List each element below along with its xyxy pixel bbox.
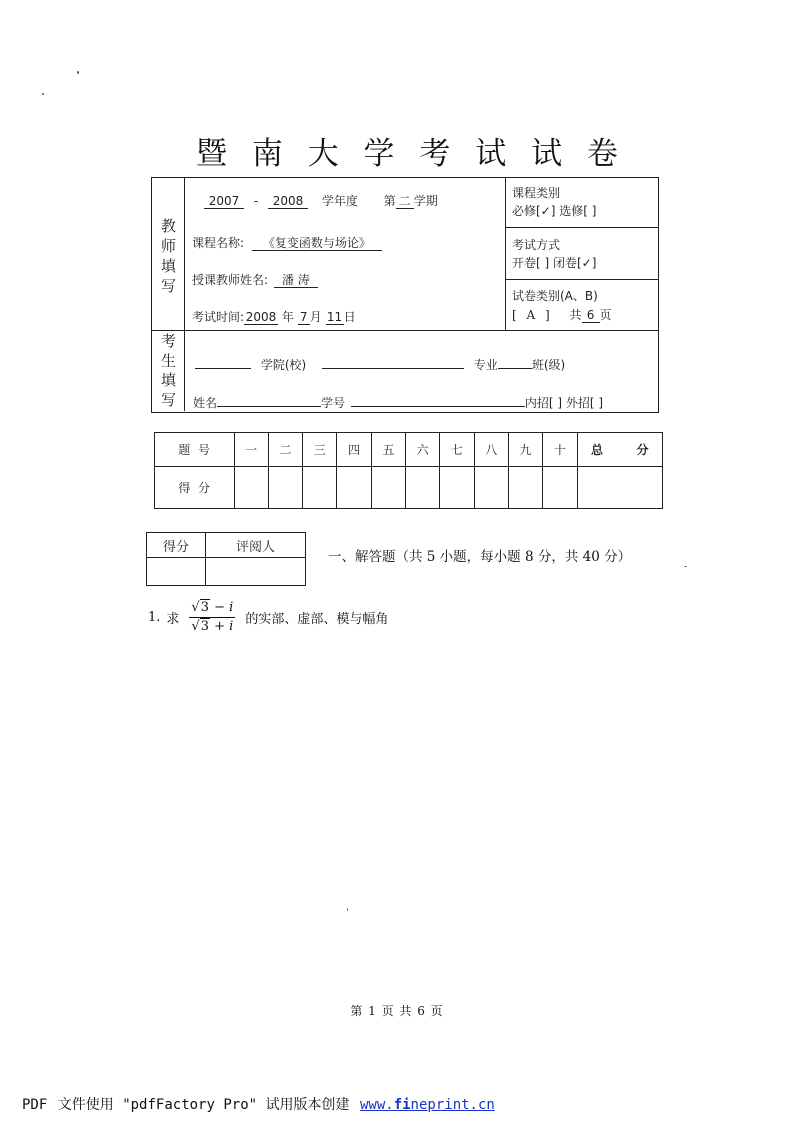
course-name-field bbox=[192, 234, 382, 251]
student-id-input[interactable] bbox=[351, 394, 525, 407]
label-char: 生 bbox=[160, 351, 176, 370]
title-char: 大 bbox=[307, 135, 339, 172]
question-number: 九 bbox=[508, 433, 542, 466]
score-cell[interactable] bbox=[234, 466, 268, 508]
day-char: 日 bbox=[343, 310, 356, 324]
college-label: 学院(校) bbox=[260, 358, 307, 372]
scan-speck bbox=[684, 566, 687, 567]
fineprint-link[interactable] bbox=[360, 1097, 495, 1113]
exam-mode-label: 考试方式 bbox=[512, 238, 561, 252]
paper-type-cell bbox=[512, 287, 612, 325]
month-char: 月 bbox=[309, 310, 322, 324]
title-char: 考 bbox=[419, 135, 451, 172]
score-cell[interactable] bbox=[508, 466, 542, 508]
section-heading: 一、解答题（共 5 小题，每小题 8 分，共 40 分） bbox=[328, 549, 632, 565]
question-number: 五 bbox=[371, 433, 405, 466]
semester-prefix: 第 bbox=[383, 194, 396, 208]
score-table bbox=[154, 432, 663, 509]
year-end-value: 2008 bbox=[268, 194, 308, 209]
divider bbox=[505, 227, 658, 228]
title-char: 暨 bbox=[196, 135, 227, 172]
exam-date-field bbox=[192, 308, 356, 325]
major-input[interactable] bbox=[322, 356, 464, 369]
question-number: 七 bbox=[440, 433, 474, 466]
score-cell[interactable] bbox=[371, 466, 405, 508]
score-cell[interactable] bbox=[337, 466, 371, 508]
title-char: 南 bbox=[251, 135, 283, 172]
teacher-name-value: 潘 涛 bbox=[274, 273, 318, 288]
radicand: 3 bbox=[200, 618, 209, 634]
class-input[interactable] bbox=[498, 356, 532, 369]
operator: − bbox=[210, 599, 230, 615]
total-pages-value: 6 bbox=[582, 308, 600, 323]
year-separator: - bbox=[253, 194, 259, 208]
reviewer-header: 评阅人 bbox=[206, 533, 306, 558]
scan-speck bbox=[347, 908, 348, 911]
watermark-product: "pdfFactory Pro" bbox=[122, 1097, 258, 1113]
question-text: 的实部、虚部、模与幅角 bbox=[245, 611, 389, 627]
question-number: 十 bbox=[543, 433, 577, 466]
exam-title bbox=[150, 128, 662, 172]
label-char: 写 bbox=[160, 390, 176, 409]
page-number: 第 1 页 共 6 页 bbox=[350, 1004, 443, 1018]
student-id-label: 学号 bbox=[321, 396, 346, 410]
question-number-row bbox=[155, 433, 662, 466]
watermark-text: 文件使用 bbox=[57, 1097, 114, 1113]
fraction-expression bbox=[189, 599, 235, 636]
question-number: 1. bbox=[148, 609, 161, 625]
academic-year-field bbox=[204, 192, 438, 209]
name-label: 姓名 bbox=[193, 396, 218, 410]
label-char: 教 bbox=[160, 217, 176, 235]
college-input[interactable] bbox=[195, 356, 251, 369]
course-name-value: 《复变函数与场论》 bbox=[252, 236, 382, 251]
question-number: 三 bbox=[303, 433, 337, 466]
label-char: 写 bbox=[160, 277, 176, 295]
sqrt-symbol: √3 bbox=[191, 599, 209, 615]
college-major-class-row bbox=[195, 356, 565, 373]
label-char: 师 bbox=[160, 237, 176, 255]
question-1 bbox=[148, 596, 388, 638]
semester-suffix: 学期 bbox=[413, 194, 438, 208]
total-score-cell[interactable] bbox=[577, 466, 662, 508]
section-score-cell[interactable] bbox=[147, 558, 206, 586]
row-label: 题 号 bbox=[155, 433, 234, 466]
imaginary-unit: i bbox=[229, 618, 234, 634]
watermark-text: 试用版本创建 bbox=[265, 1097, 350, 1113]
question-number: 四 bbox=[337, 433, 371, 466]
name-input[interactable] bbox=[217, 394, 321, 407]
question-number: 一 bbox=[234, 433, 268, 466]
paper-type-value: [ A ] bbox=[512, 308, 550, 322]
imaginary-unit: i bbox=[229, 599, 234, 615]
exam-month-value: 7 bbox=[298, 310, 310, 325]
exam-date-label: 考试时间: bbox=[192, 310, 245, 324]
teacher-name-label: 授课教师姓名: bbox=[192, 273, 269, 287]
link-part: neprint.cn bbox=[410, 1097, 495, 1113]
scorer-box bbox=[146, 532, 306, 586]
fraction-numerator bbox=[189, 599, 235, 618]
watermark-prefix: PDF bbox=[22, 1097, 48, 1113]
divider bbox=[505, 178, 506, 330]
course-name-label: 课程名称: bbox=[192, 236, 245, 250]
title-char: 试 bbox=[475, 135, 507, 172]
year-start-value: 2007 bbox=[204, 194, 244, 209]
link-part: fi bbox=[393, 1097, 411, 1113]
total-pages-prefix: 共 bbox=[569, 308, 582, 322]
student-section-label bbox=[152, 332, 185, 410]
score-cell[interactable] bbox=[474, 466, 508, 508]
major-label: 专业 bbox=[473, 358, 498, 372]
label-char: 考 bbox=[160, 332, 176, 350]
course-type-options: 必修[✓] 选修[ ] bbox=[512, 204, 597, 218]
title-char: 学 bbox=[363, 135, 395, 172]
question-verb: 求 bbox=[166, 611, 180, 627]
title-char: 试 bbox=[531, 135, 563, 172]
class-label: 班(级) bbox=[531, 358, 566, 372]
link-part: www. bbox=[359, 1097, 394, 1113]
operator: + bbox=[210, 618, 230, 634]
row-label: 得 分 bbox=[155, 466, 234, 508]
radicand: 3 bbox=[200, 599, 209, 615]
internal-checkbox[interactable]: 内招[ ] bbox=[524, 396, 563, 410]
year-suffix: 学年度 bbox=[321, 194, 358, 208]
course-type-label: 课程类别 bbox=[512, 186, 561, 200]
total-pages-suffix: 页 bbox=[599, 308, 612, 322]
label-char: 填 bbox=[160, 371, 176, 389]
teacher-section-label bbox=[152, 216, 185, 296]
semester-value: 二 bbox=[396, 194, 414, 209]
label-char: 填 bbox=[160, 257, 176, 275]
score-cell[interactable] bbox=[543, 466, 577, 508]
scan-speck bbox=[77, 71, 79, 74]
reviewer-cell[interactable] bbox=[206, 558, 306, 586]
score-cell[interactable] bbox=[303, 466, 337, 508]
divider bbox=[505, 279, 658, 280]
score-header: 得分 bbox=[147, 533, 206, 558]
score-row bbox=[155, 466, 662, 508]
score-cell[interactable] bbox=[268, 466, 302, 508]
score-cell[interactable] bbox=[405, 466, 439, 508]
exam-day-value: 11 bbox=[326, 310, 343, 324]
name-id-row bbox=[193, 394, 603, 411]
score-cell[interactable] bbox=[440, 466, 474, 508]
exam-mode-cell bbox=[512, 236, 596, 272]
divider bbox=[152, 330, 658, 331]
exam-mode-options: 开卷[ ] 闭卷[✓] bbox=[512, 256, 597, 270]
paper-type-label: 试卷类别(A、B) bbox=[512, 289, 598, 303]
question-number: 二 bbox=[268, 433, 302, 466]
question-number: 八 bbox=[474, 433, 508, 466]
teacher-name-field bbox=[192, 271, 318, 288]
sqrt-symbol: √3 bbox=[191, 618, 209, 634]
title-char: 卷 bbox=[586, 135, 618, 172]
course-type-cell bbox=[512, 184, 596, 220]
exam-info-table bbox=[151, 177, 659, 413]
scan-speck bbox=[42, 93, 44, 95]
external-checkbox[interactable]: 外招[ ] bbox=[565, 396, 604, 410]
question-number: 六 bbox=[405, 433, 439, 466]
fraction-denominator bbox=[189, 618, 235, 636]
year-char: 年 bbox=[281, 310, 294, 324]
pdf-watermark bbox=[22, 1094, 495, 1114]
exam-year-value: 2008 bbox=[245, 310, 277, 324]
total-label: 总 分 bbox=[577, 433, 662, 466]
